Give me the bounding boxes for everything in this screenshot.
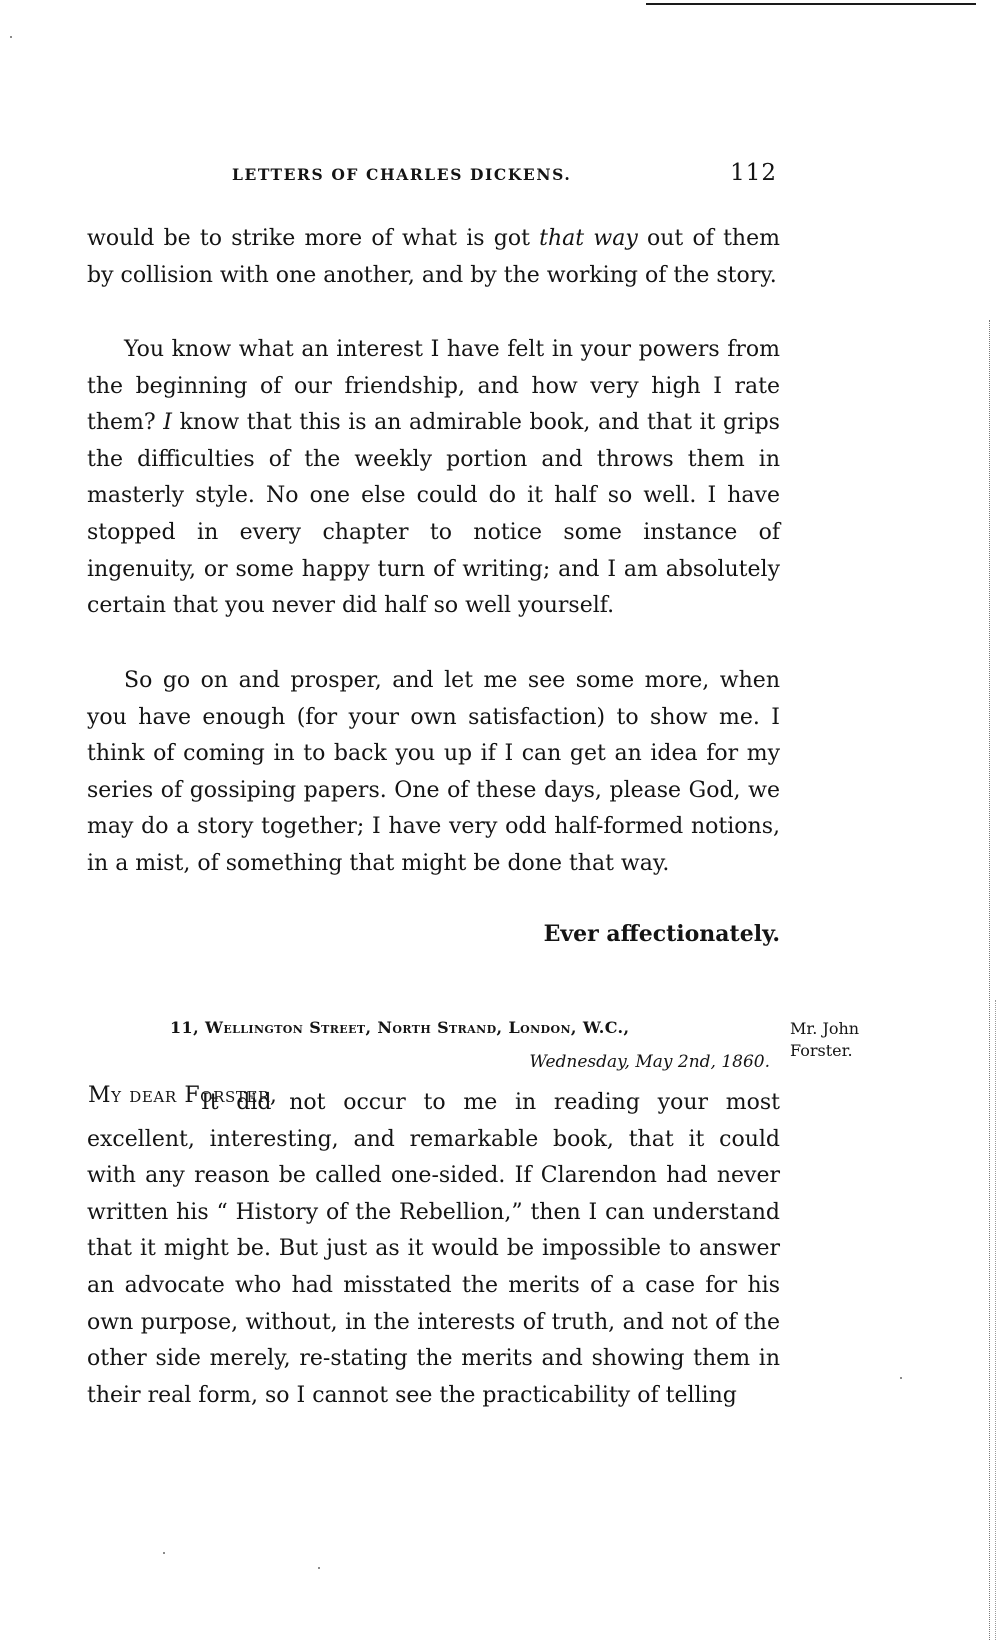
body-paragraph-2-text: You know what an interest I have felt in your powers from the beginning of our friendship, and how very high I rate them? <box>87 337 780 436</box>
scan-speck <box>318 1567 320 1569</box>
running-head <box>232 162 777 192</box>
page-number: 112 <box>730 160 777 186</box>
body-paragraph-2-emphasis: I <box>163 410 172 436</box>
scan-edge-rule <box>646 3 976 5</box>
running-title: LETTERS OF CHARLES DICKENS. <box>232 165 572 184</box>
scan-speck <box>900 1377 902 1379</box>
recipient-margin-note: Mr. John Forster. <box>790 1019 860 1060</box>
body-paragraph-2 <box>87 332 780 625</box>
body-paragraph-1 <box>87 221 780 294</box>
body-paragraph-1-tail: out of them by collision with one another, and by the working of the story. <box>87 226 780 288</box>
scan-edge-dots-secondary <box>995 1000 998 1640</box>
scan-speck <box>163 1552 165 1554</box>
scan-speck <box>10 36 12 38</box>
body-paragraph-1-emphasis: that way <box>539 226 638 251</box>
closing-line: Ever affectionately. <box>543 921 780 947</box>
body-paragraph-1-text: would be to strike more of what is got <box>87 226 530 251</box>
letter-date: Wednesday, May 2nd, 1860. <box>529 1052 770 1072</box>
scan-edge-dots <box>989 320 992 1640</box>
body-paragraph-2-tail: know that this is an admirable book, and that it grips the difficulties of the weekly portion and throws them in masterly style. No one else could do it half so well. I have stopped in every chapter to notice some instance of ingenuity, or some happy turn of writing; and I am absolutely certain that you never did half so well yourself. <box>87 410 780 619</box>
body-paragraph-3: So go on and prosper, and let me see some more, when you have enough (for your own satisfaction) to show me. I think of coming in to back you up if I can get an idea for my series of gossiping papers. One of these days, please God, we may do a story together; I have very odd half-formed notions, in a mist, of something that might be done that way. <box>87 668 780 876</box>
letter-address: 11, Wellington Street, North Strand, London, W.C., <box>170 1018 630 1037</box>
letter-salutation: My dear Forster, <box>88 1083 278 1108</box>
letter-paragraph-1: It did not occur to me in reading your most excellent, interesting, and remarkable book, that it could with any reason be called one-sided. If Clarendon had never written his “ History of the Rebellion,” then I can understand that it might be. But just as it would be impossible to answer an advocate who had misstated the merits of a case for his own purpose, without, in the interests of truth, and not of the other side merely, re-stating the merits and showing them in their real form, so I cannot see the practicability of telling <box>87 1090 780 1408</box>
